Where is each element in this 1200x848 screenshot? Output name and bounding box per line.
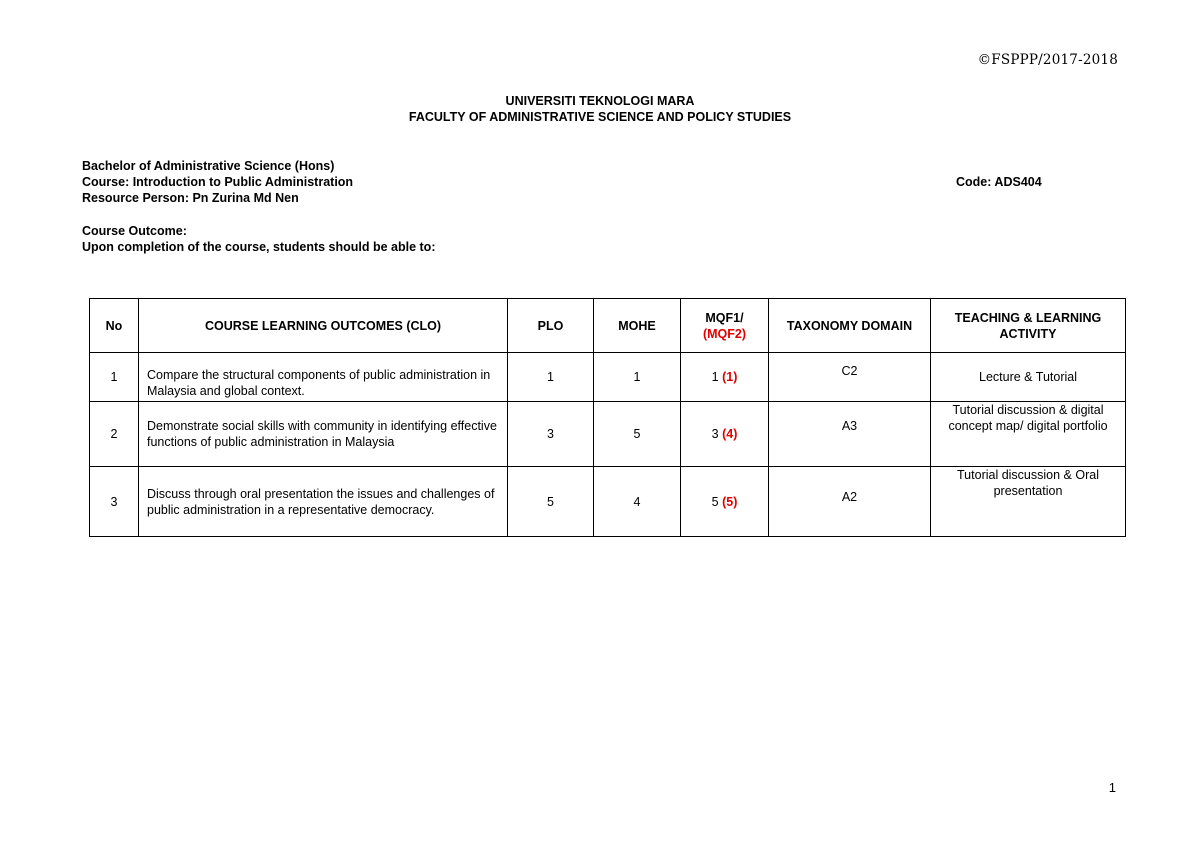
row-no: 1 [90,353,139,402]
header-taxonomy: TAXONOMY DOMAIN [769,299,931,353]
row-taxonomy: A3 [769,402,931,467]
row-mqf1: 5 [711,494,719,509]
row-clo: Demonstrate social skills with community in identifying effective functions of public administration in Malaysia [139,402,508,467]
university-name: UNIVERSITI TEKNOLOGI MARA [505,94,695,108]
course-outcome-intro [82,223,436,255]
row-no: 2 [90,402,139,467]
header-mqf1: MQF1/ [705,310,744,325]
table-row [90,402,1126,467]
row-mqf1: 3 [711,427,719,441]
row-mqf1: 1 [711,370,719,384]
row-activity: Tutorial discussion & digital concept map/ digital portfolio [931,402,1126,467]
row-plo: 5 [508,467,594,537]
outcome-intro-text: Upon completion of the course, students should be able to: [82,240,436,254]
row-mohe: 1 [594,353,681,402]
row-plo: 3 [508,402,594,467]
course-info [82,158,353,206]
row-taxonomy: A2 [769,467,931,537]
row-mqf2: (4) [722,427,738,441]
row-mqf [681,353,769,402]
header-mqf2: (MQF2) [702,326,747,341]
header-clo: COURSE LEARNING OUTCOMES (CLO) [139,299,508,353]
header-mqf [681,299,769,353]
row-clo: Compare the structural components of public administration in Malaysia and global context. [139,353,508,402]
row-no: 3 [90,467,139,537]
header-mohe: MOHE [594,299,681,353]
row-mqf2: (1) [722,370,738,384]
row-activity: Tutorial discussion & Oral presentation [931,467,1126,537]
row-activity: Lecture & Tutorial [931,353,1126,402]
table-row [90,353,1126,402]
row-plo: 1 [508,353,594,402]
header-plo: PLO [508,299,594,353]
row-mqf2: (5) [722,494,738,509]
course-title: Course: Introduction to Public Administration [82,175,354,189]
document-heading [0,93,1200,125]
programme-name: Bachelor of Administrative Science (Hons) [82,159,335,173]
header-no: No [90,299,139,353]
outcome-title: Course Outcome: [82,224,187,238]
row-mohe: 4 [594,467,681,537]
faculty-name: FACULTY OF ADMINISTRATIVE SCIENCE AND POLICY STUDIES [408,110,792,124]
row-mohe: 5 [594,402,681,467]
copyright-notice: ©FSPPP/2017-2018 [977,52,1118,68]
table-row [90,467,1126,537]
page-number: 1 [1108,780,1116,795]
course-code: Code: ADS404 [956,175,1042,189]
header-activity: TEACHING & LEARNING ACTIVITY [931,299,1126,353]
table-header-row [90,299,1126,353]
row-taxonomy: C2 [769,353,931,402]
row-mqf [681,402,769,467]
row-mqf [681,467,769,537]
resource-person: Resource Person: Pn Zurina Md Nen [82,191,299,205]
row-clo: Discuss through oral presentation the issues and challenges of public administration in a representative democracy. [139,467,508,537]
clo-table [89,298,1126,537]
